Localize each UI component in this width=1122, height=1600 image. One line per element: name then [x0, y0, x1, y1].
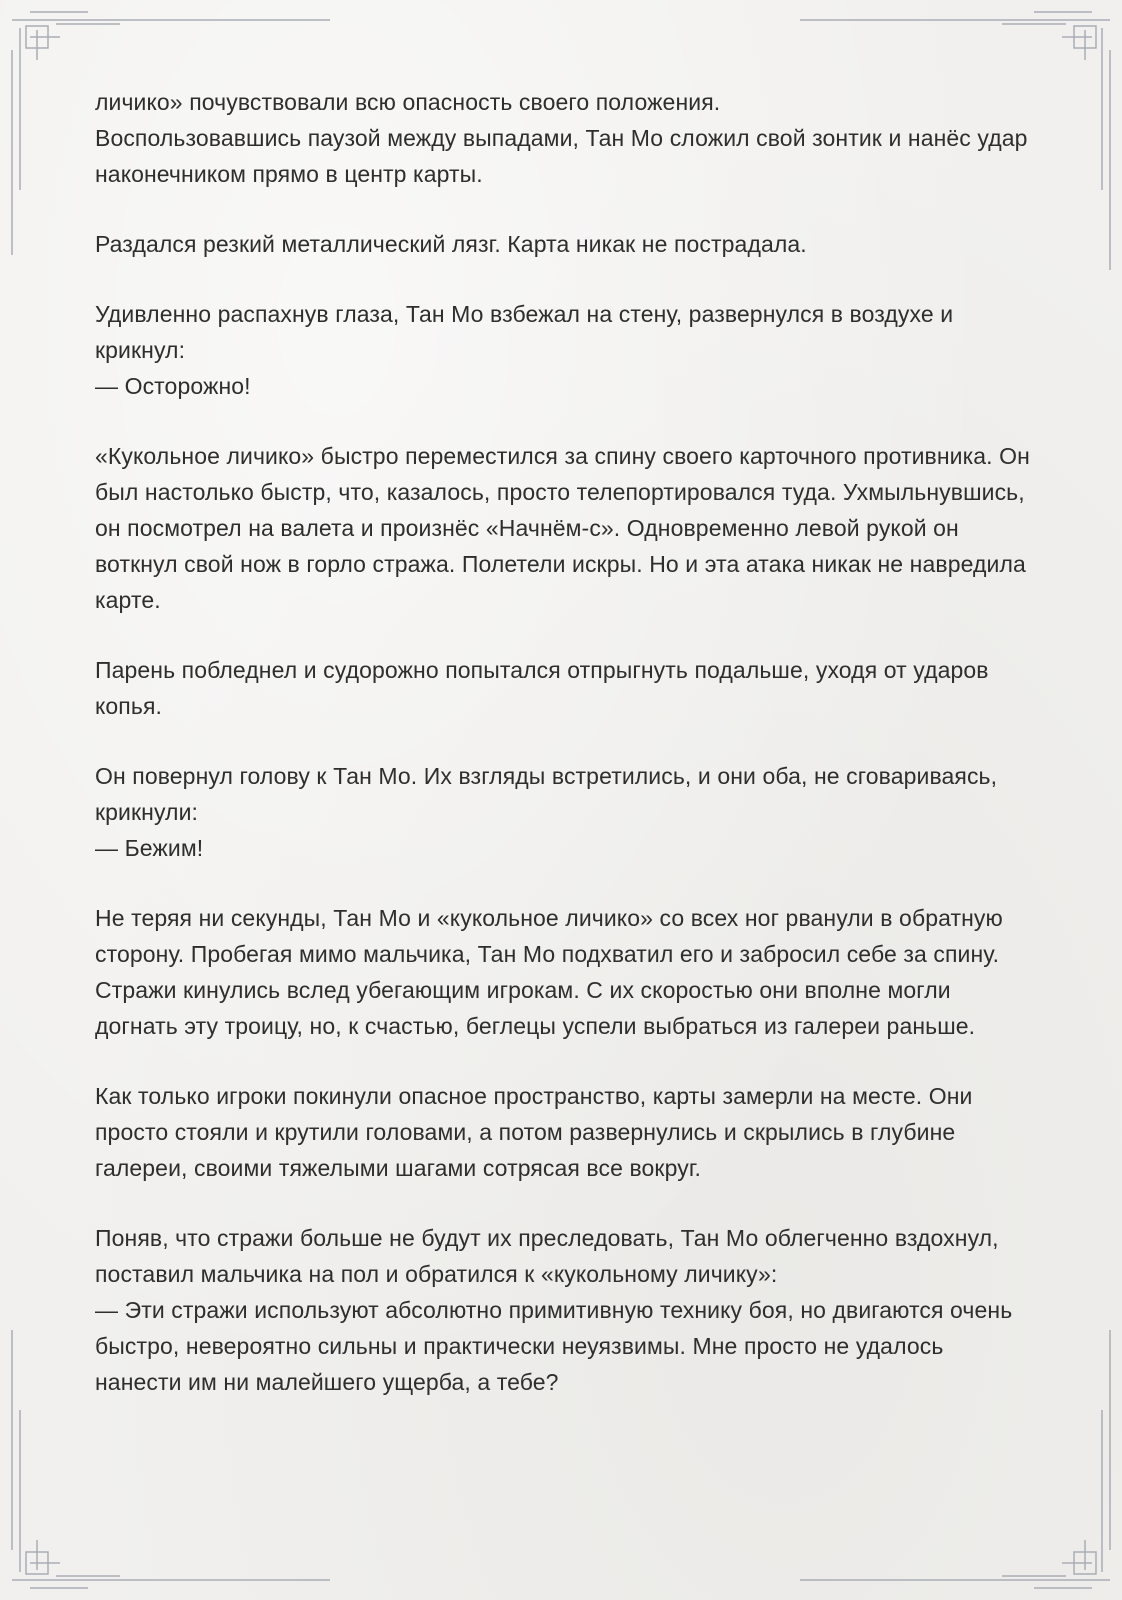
paragraph-9: Поняв, что стражи больше не будут их преследовать, Тан Мо облегченно вздохнул, поставил мальчика на пол и обратился к «кукольному личику»: — Эти стражи используют абсолютно примитивную технику боя, но двигаются очень быстро, невероятно сильны и практически неуязвимы. Мне просто не удалось нанести им ни малейшего ущерба, а тебе? [95, 1225, 1013, 1395]
paragraph-8: Как только игроки покинули опасное пространство, карты замерли на месте. Они просто стояли и крутили головами, а потом развернулись и скрылись в глубине галереи, своими тяжелыми шагами сотрясая все вокруг. [95, 1083, 973, 1181]
paragraph-1: личико» почувствовали всю опасность своего положения. Воспользовавшись паузой между выпадами, Тан Мо сложил свой зонтик и нанёс удар наконечником прямо в центр карты. [95, 89, 1028, 187]
story-text [95, 84, 1035, 1434]
paragraph-2: Раздался резкий металлический лязг. Карта никак не пострадала. [95, 231, 807, 257]
paragraph-7: Не теряя ни секунды, Тан Мо и «кукольное личико» со всех ног рванули в обратную сторону. Пробегая мимо мальчика, Тан Мо подхватил его и забросил себе за спину. Стражи кинулись вслед убегающим игрокам. С их скоростью они вполне могли догнать эту троицу, но, к счастью, беглецы успели выбраться из галереи раньше. [95, 905, 1003, 1039]
paragraph-4: «Кукольное личико» быстро переместился за спину своего карточного противника. Он был настолько быстр, что, казалось, просто телепортировался туда. Ухмыльнувшись, он посмотрел на валета и произнёс «Начнём-с». Одновременно левой рукой он воткнул свой нож в горло стража. Полетели искры. Но и эта атака никак не навредила карте. [95, 443, 1030, 613]
paragraph-6: Он повернул голову к Тан Мо. Их взгляды встретились, и они оба, не сговариваясь, крикнули: — Бежим! [95, 763, 998, 861]
paragraph-3: Удивленно распахнув глаза, Тан Мо взбежал на стену, развернулся в воздухе и крикнул: — Осторожно! [95, 301, 954, 399]
paragraph-5: Парень побледнел и судорожно попытался отпрыгнуть подальше, уходя от ударов копья. [95, 657, 989, 719]
